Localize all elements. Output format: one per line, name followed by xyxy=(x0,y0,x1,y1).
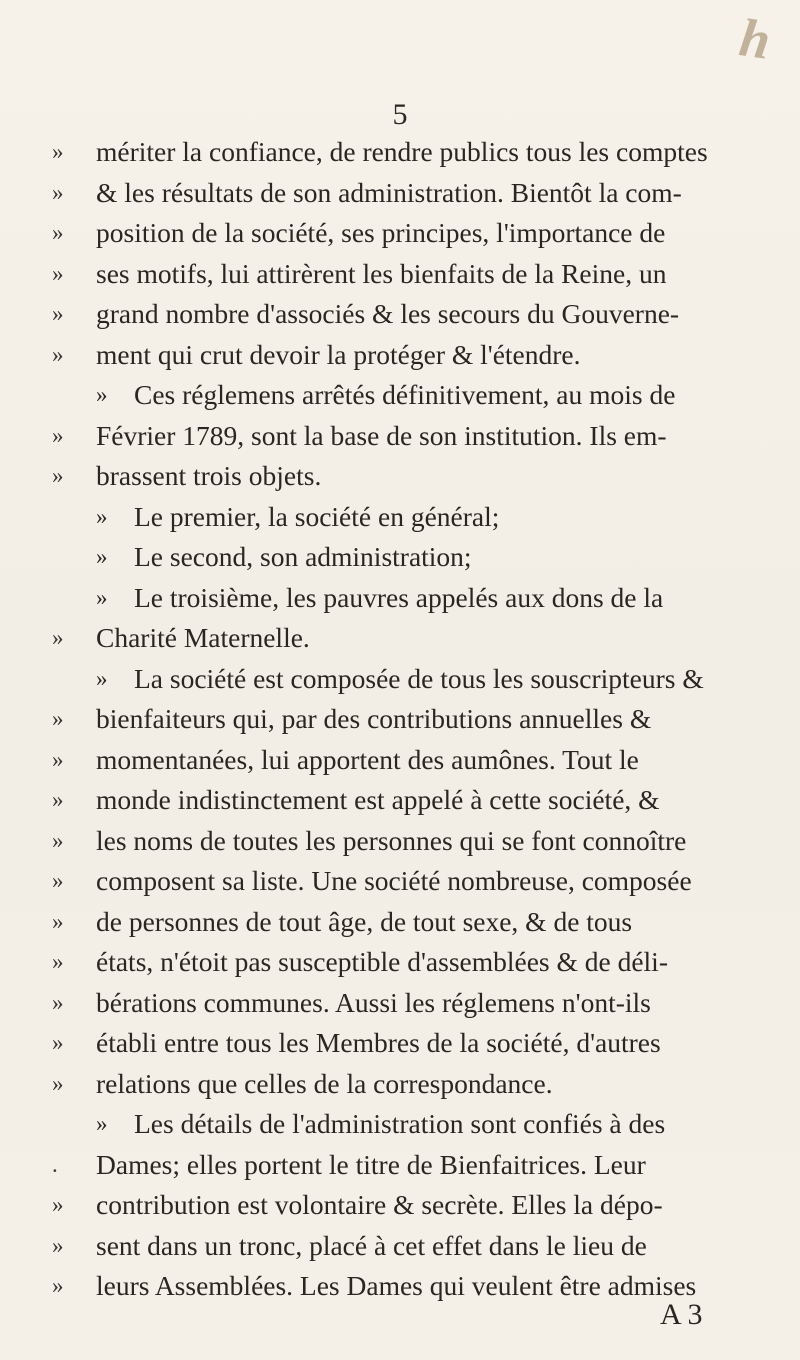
signature-mark: A 3 xyxy=(660,1298,703,1331)
margin-quote-mark: » xyxy=(52,787,64,812)
margin-quote-mark: » xyxy=(52,301,64,326)
line-text: position de la société, ses principes, l'importance de xyxy=(96,217,666,248)
text-line xyxy=(52,254,772,295)
text-line xyxy=(52,699,772,740)
text-line xyxy=(52,132,772,173)
text-line xyxy=(52,861,772,902)
margin-quote-mark: » xyxy=(52,706,64,731)
line-text: & les résultats de son administration. Bientôt la com- xyxy=(96,176,682,208)
text-line xyxy=(52,740,772,781)
text-line xyxy=(52,1064,772,1105)
handwritten-corner-mark: h xyxy=(735,7,775,71)
margin-quote-mark: » xyxy=(52,179,64,205)
text-line xyxy=(52,497,772,538)
line-text: les noms de toutes les personnes qui se font connoître xyxy=(96,824,687,856)
line-text: momentanées, lui apportent des aumônes. Tout le xyxy=(96,743,639,775)
text-line xyxy=(52,416,772,457)
inline-quote-mark: » xyxy=(96,544,108,569)
text-line xyxy=(52,983,772,1024)
inline-quote-mark: » xyxy=(96,382,108,407)
margin-quote-mark: » xyxy=(52,341,64,367)
text-line xyxy=(52,375,772,416)
line-text: Ces réglemens arrêtés définitivement, au mois de xyxy=(134,379,676,410)
body-text xyxy=(52,132,772,1307)
text-line xyxy=(52,173,772,214)
page-number: 5 xyxy=(392,98,408,131)
margin-quote-mark: » xyxy=(52,1273,64,1298)
line-text: Les détails de l'administration sont confiés à des xyxy=(134,1108,666,1139)
text-line xyxy=(52,456,772,497)
text-line xyxy=(52,294,772,335)
margin-quote-mark: . xyxy=(52,1151,58,1177)
margin-quote-mark: » xyxy=(52,1192,64,1217)
text-line xyxy=(52,902,772,943)
text-line xyxy=(52,1145,772,1186)
line-text: Le premier, la société en général; xyxy=(134,500,500,532)
margin-quote-mark: » xyxy=(52,827,64,853)
text-line xyxy=(52,1226,772,1267)
line-text: La société est composée de tous les souscripteurs & xyxy=(134,662,704,694)
line-text: grand nombre d'associés & les secours du Gouverne- xyxy=(96,298,680,329)
margin-quote-mark: » xyxy=(52,463,64,488)
margin-quote-mark: » xyxy=(52,746,64,772)
line-text: monde indistinctement est appelé à cette société, & xyxy=(96,784,660,815)
text-line xyxy=(52,1023,772,1064)
line-text: ment qui crut devoir la protéger & l'étendre. xyxy=(96,338,581,370)
line-text: mériter la confiance, de rendre publics tous les comptes xyxy=(96,136,708,167)
line-text: bienfaiteurs qui, par des contributions annuelles & xyxy=(96,703,652,734)
text-line xyxy=(52,213,772,254)
text-line xyxy=(52,537,772,578)
text-line xyxy=(52,618,772,659)
line-text: états, n'étoit pas susceptible d'assemblées & de déli- xyxy=(96,946,668,977)
text-line xyxy=(52,780,772,821)
text-line xyxy=(52,335,772,376)
margin-quote-mark: » xyxy=(52,422,64,448)
text-line xyxy=(52,821,772,862)
margin-quote-mark: » xyxy=(52,260,64,286)
text-line xyxy=(52,1185,772,1226)
line-text: composent sa liste. Une société nombreuse, composée xyxy=(96,865,692,896)
line-text: Le troisième, les pauvres appelés aux dons de la xyxy=(134,581,664,613)
margin-quote-mark: » xyxy=(52,908,64,934)
line-text: relations que celles de la correspondance. xyxy=(96,1067,553,1099)
line-text: leurs Assemblées. Les Dames qui veulent être admises xyxy=(96,1270,697,1301)
text-line xyxy=(52,942,772,983)
margin-quote-mark: » xyxy=(52,949,64,974)
line-text: contribution est volontaire & secrète. Elles la dépo- xyxy=(96,1189,663,1220)
margin-quote-mark: » xyxy=(52,1070,64,1096)
text-line xyxy=(52,578,772,619)
inline-quote-mark: » xyxy=(96,503,108,529)
margin-quote-mark: » xyxy=(52,625,64,650)
margin-quote-mark: » xyxy=(52,1030,64,1055)
line-text: ses motifs, lui attirèrent les bienfaits de la Reine, un xyxy=(96,257,667,289)
margin-quote-mark: » xyxy=(52,989,64,1015)
line-text: de personnes de tout âge, de tout sexe, & de tous xyxy=(96,905,633,937)
margin-quote-mark: » xyxy=(52,868,64,893)
margin-quote-mark: » xyxy=(52,220,64,245)
line-text: établi entre tous les Membres de la société, d'autres xyxy=(96,1027,661,1058)
line-text: brassent trois objets. xyxy=(96,460,322,491)
inline-quote-mark: » xyxy=(96,665,108,691)
line-text: Charité Maternelle. xyxy=(96,622,310,653)
line-text: bérations communes. Aussi les réglemens n'ont-ils xyxy=(96,986,651,1018)
line-text: sent dans un tronc, placé à cet effet dans le lieu de xyxy=(96,1229,647,1261)
line-text: Le second, son administration; xyxy=(134,541,472,572)
text-line xyxy=(52,659,772,700)
line-text: Février 1789, sont la base de son institution. Ils em- xyxy=(96,419,667,451)
inline-quote-mark: » xyxy=(96,584,108,610)
line-text: Dames; elles portent le titre de Bienfaitrices. Leur xyxy=(96,1148,646,1180)
inline-quote-mark: » xyxy=(96,1111,108,1136)
text-line xyxy=(52,1104,772,1145)
margin-quote-mark: » xyxy=(52,139,64,164)
margin-quote-mark: » xyxy=(52,1232,64,1258)
